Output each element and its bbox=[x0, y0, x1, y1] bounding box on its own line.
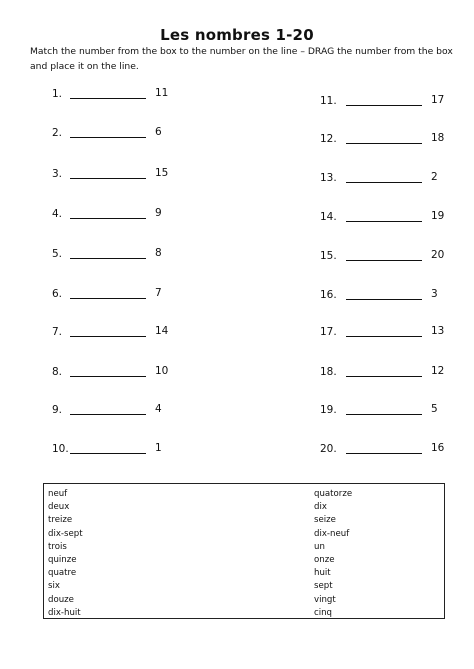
left-row-item bbox=[52, 88, 182, 104]
word-bank-item[interactable]: neuf bbox=[48, 489, 68, 499]
right-row-item bbox=[320, 326, 450, 342]
item-number: 18. bbox=[320, 366, 337, 378]
right-row-item bbox=[320, 404, 450, 420]
left-row-item bbox=[52, 248, 182, 264]
right-row-item bbox=[320, 95, 450, 111]
left-row-item bbox=[52, 168, 182, 184]
word-bank-item[interactable]: quatorze bbox=[314, 489, 353, 499]
item-number: 8. bbox=[52, 366, 63, 378]
right-row-item bbox=[320, 366, 450, 382]
target-number: 19 bbox=[431, 210, 445, 222]
answer-drop-line[interactable] bbox=[70, 376, 146, 377]
word-bank-item[interactable]: trois bbox=[48, 541, 67, 552]
target-number: 6 bbox=[155, 126, 162, 138]
target-number: 12 bbox=[431, 365, 445, 377]
target-number: 15 bbox=[155, 167, 169, 179]
word-bank-item[interactable]: sept bbox=[314, 581, 333, 592]
answer-drop-line[interactable] bbox=[346, 453, 422, 454]
target-number: 3 bbox=[431, 288, 438, 300]
target-number: 20 bbox=[431, 249, 445, 261]
item-number: 9. bbox=[52, 404, 63, 416]
answer-drop-line[interactable] bbox=[70, 137, 146, 138]
item-number: 5. bbox=[52, 248, 63, 260]
right-row-item bbox=[320, 172, 450, 188]
word-bank-item[interactable]: deux bbox=[48, 502, 70, 513]
left-row-item bbox=[52, 288, 182, 304]
item-number: 7. bbox=[52, 326, 63, 338]
right-row-item bbox=[320, 443, 450, 459]
answer-drop-line[interactable] bbox=[346, 336, 422, 337]
answer-drop-line[interactable] bbox=[70, 98, 146, 99]
right-row-item bbox=[320, 133, 450, 149]
right-row-item bbox=[320, 211, 450, 227]
word-bank-item[interactable]: dix-huit bbox=[48, 607, 81, 618]
word-bank-item[interactable]: six bbox=[48, 581, 60, 592]
item-number: 19. bbox=[320, 404, 337, 416]
answer-drop-line[interactable] bbox=[70, 258, 146, 259]
word-bank-item[interactable]: seize bbox=[314, 515, 336, 526]
left-row-item bbox=[52, 366, 182, 382]
answer-drop-line[interactable] bbox=[346, 260, 422, 261]
target-number: 7 bbox=[155, 287, 162, 299]
right-row-item bbox=[320, 250, 450, 266]
answer-drop-line[interactable] bbox=[70, 414, 146, 415]
item-number: 15. bbox=[320, 250, 337, 262]
item-number: 4. bbox=[52, 208, 63, 220]
target-number: 18 bbox=[431, 132, 445, 144]
item-number: 3. bbox=[52, 168, 63, 180]
word-bank-item[interactable]: douze bbox=[48, 594, 74, 605]
answer-drop-line[interactable] bbox=[70, 218, 146, 219]
answer-drop-line[interactable] bbox=[346, 143, 422, 144]
answer-drop-line[interactable] bbox=[346, 221, 422, 222]
target-number: 2 bbox=[431, 171, 438, 183]
left-row-item bbox=[52, 404, 182, 420]
worksheet-title: Les nombres 1-20 bbox=[160, 26, 314, 44]
answer-drop-line[interactable] bbox=[70, 298, 146, 299]
answer-drop-line[interactable] bbox=[346, 414, 422, 415]
target-number: 5 bbox=[431, 403, 438, 415]
word-bank-item[interactable]: dix-sept bbox=[48, 528, 83, 539]
answer-drop-line[interactable] bbox=[346, 376, 422, 377]
word-bank-item[interactable]: dix-neuf bbox=[314, 528, 350, 539]
left-row-item bbox=[52, 127, 182, 143]
item-number: 6. bbox=[52, 288, 63, 300]
target-number: 13 bbox=[431, 325, 445, 337]
item-number: 13. bbox=[320, 172, 337, 184]
left-row-item bbox=[52, 443, 182, 459]
word-bank-item[interactable]: onze bbox=[314, 555, 335, 565]
word-bank-item[interactable]: huit bbox=[314, 568, 331, 579]
answer-drop-line[interactable] bbox=[70, 336, 146, 337]
target-number: 9 bbox=[155, 207, 162, 219]
item-number: 14. bbox=[320, 211, 337, 223]
item-number: 11. bbox=[320, 95, 337, 107]
right-row-item bbox=[320, 289, 450, 305]
item-number: 20. bbox=[320, 443, 337, 455]
word-bank-item[interactable]: vingt bbox=[314, 594, 336, 605]
target-number: 1 bbox=[155, 442, 162, 454]
item-number: 17. bbox=[320, 326, 337, 338]
answer-drop-line[interactable] bbox=[346, 299, 422, 300]
target-number: 11 bbox=[155, 87, 169, 99]
answer-drop-line[interactable] bbox=[70, 453, 146, 454]
target-number: 14 bbox=[155, 325, 169, 337]
item-number: 12. bbox=[320, 133, 337, 145]
left-row-item bbox=[52, 208, 182, 224]
instructions bbox=[30, 44, 460, 74]
target-number: 17 bbox=[431, 94, 445, 106]
word-bank-item[interactable]: quinze bbox=[48, 555, 77, 565]
word-bank-item[interactable]: treize bbox=[48, 515, 73, 526]
word-bank-item[interactable]: quatre bbox=[48, 568, 77, 579]
target-number: 8 bbox=[155, 247, 162, 259]
item-number: 10. bbox=[52, 443, 69, 455]
answer-drop-line[interactable] bbox=[346, 182, 422, 183]
word-bank-item[interactable]: cinq bbox=[314, 607, 333, 618]
item-number: 2. bbox=[52, 127, 63, 139]
left-row-item bbox=[52, 326, 182, 342]
item-number: 16. bbox=[320, 289, 337, 301]
word-bank-box bbox=[43, 483, 445, 619]
target-number: 10 bbox=[155, 365, 169, 377]
instruction-line-2: and place it on the line. bbox=[30, 61, 139, 72]
item-number: 1. bbox=[52, 88, 63, 100]
answer-drop-line[interactable] bbox=[70, 178, 146, 179]
target-number: 4 bbox=[155, 403, 162, 415]
word-bank-item[interactable]: un bbox=[314, 541, 325, 552]
target-number: 16 bbox=[431, 442, 445, 454]
answer-drop-line[interactable] bbox=[346, 105, 422, 106]
word-bank-item[interactable]: dix bbox=[314, 502, 327, 513]
instruction-line-1: Match the number from the box to the number on the line – DRAG the number from the box bbox=[30, 46, 453, 57]
